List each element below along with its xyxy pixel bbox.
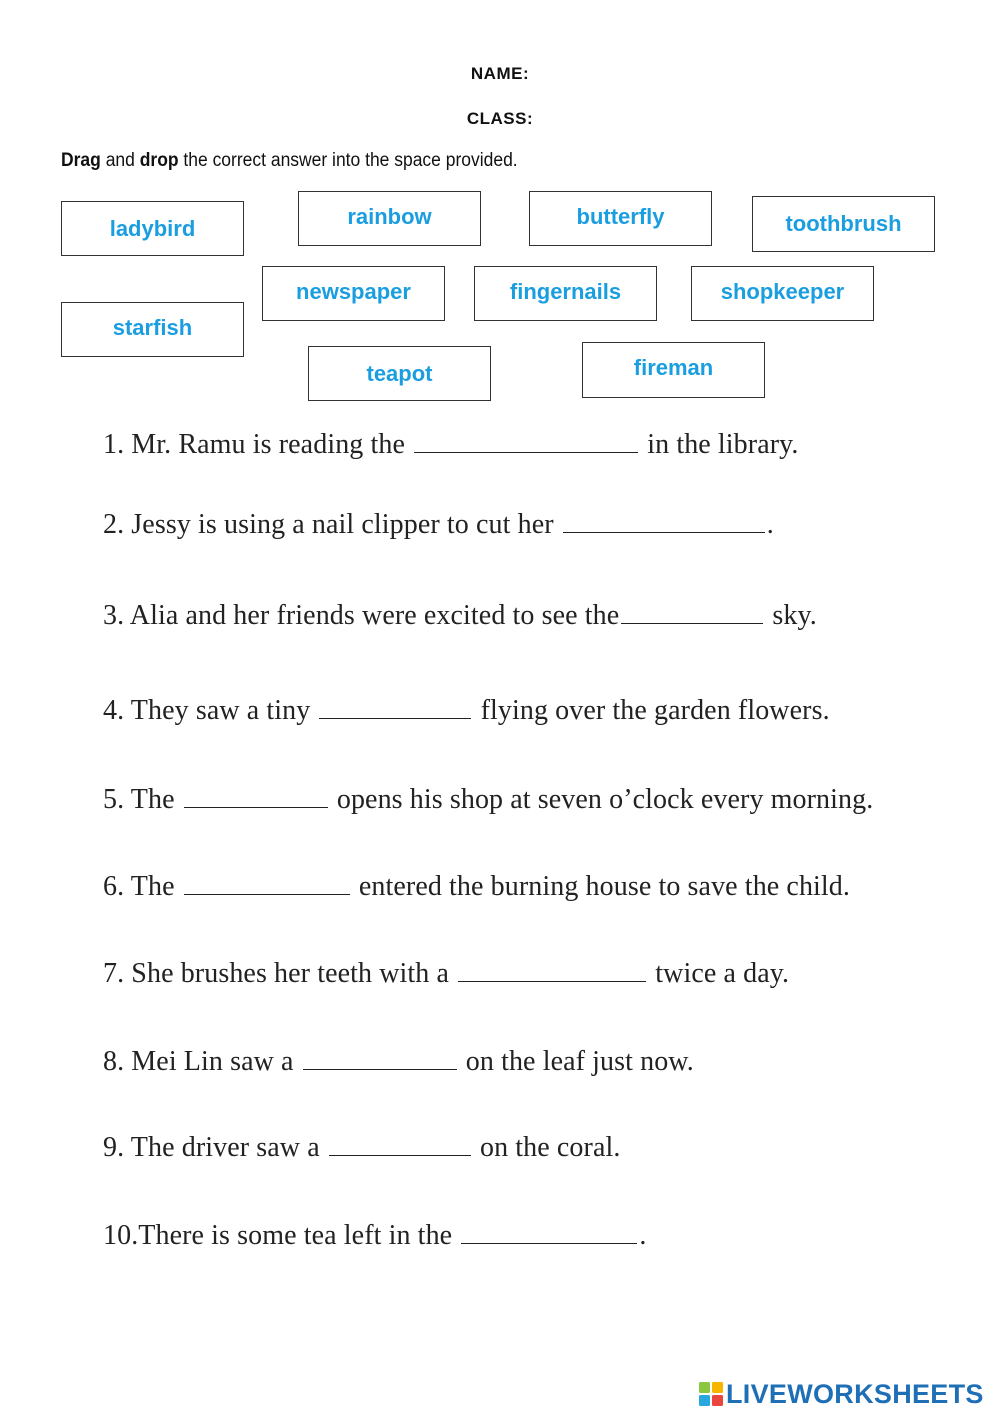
- liveworksheets-logo-icon: [698, 1381, 724, 1407]
- question-1: 1. Mr. Ramu is reading the in the library.: [103, 429, 799, 460]
- answer-blank-5[interactable]: [184, 783, 328, 808]
- answer-blank-2[interactable]: [563, 508, 765, 533]
- answer-blank-8[interactable]: [303, 1045, 457, 1070]
- question-3: 3. Alia and her friends were excited to see the sky.: [103, 600, 817, 631]
- word-box-fireman[interactable]: fireman: [582, 342, 765, 398]
- class-label: CLASS:: [466, 109, 534, 128]
- word-box-teapot[interactable]: teapot: [308, 346, 491, 401]
- question-9: 9. The driver saw a on the coral.: [103, 1132, 621, 1163]
- liveworksheets-logo: [698, 1376, 984, 1412]
- word-box-starfish[interactable]: starfish: [61, 302, 244, 357]
- name-label: NAME:: [470, 64, 530, 83]
- word-box-newspaper[interactable]: newspaper: [262, 266, 445, 321]
- instruction-text: [61, 150, 518, 172]
- word-box-rainbow[interactable]: rainbow: [298, 191, 481, 246]
- answer-blank-6[interactable]: [184, 870, 350, 895]
- question-6: 6. The entered the burning house to save the child.: [103, 871, 851, 902]
- instruction-rest: the correct answer into the space provided.: [178, 150, 518, 171]
- question-2: 2. Jessy is using a nail clipper to cut her .: [103, 509, 774, 540]
- instruction-drop: drop: [139, 150, 179, 171]
- question-7: 7. She brushes her teeth with a twice a day.: [103, 958, 790, 989]
- word-box-butterfly[interactable]: butterfly: [529, 191, 712, 246]
- word-box-shopkeeper[interactable]: shopkeeper: [691, 266, 874, 321]
- liveworksheets-logo-text: LIVEWORKSHEETS: [726, 1378, 984, 1409]
- instruction-drag: Drag: [61, 150, 101, 171]
- question-4: 4. They saw a tiny flying over the garden flowers.: [103, 695, 830, 726]
- answer-blank-3[interactable]: [621, 599, 763, 624]
- answer-blank-1[interactable]: [414, 428, 638, 453]
- answer-blank-9[interactable]: [329, 1131, 471, 1156]
- answer-blank-4[interactable]: [319, 694, 471, 719]
- word-box-toothbrush[interactable]: toothbrush: [752, 196, 935, 252]
- answer-blank-10[interactable]: [461, 1219, 637, 1244]
- instruction-and: and: [100, 150, 140, 171]
- question-10: 10.There is some tea left in the .: [103, 1220, 647, 1251]
- question-5: 5. The opens his shop at seven o’clock every morning.: [103, 784, 874, 815]
- word-box-fingernails[interactable]: fingernails: [474, 266, 657, 321]
- word-box-ladybird[interactable]: ladybird: [61, 201, 244, 256]
- answer-blank-7[interactable]: [458, 957, 646, 982]
- question-8: 8. Mei Lin saw a on the leaf just now.: [103, 1046, 694, 1077]
